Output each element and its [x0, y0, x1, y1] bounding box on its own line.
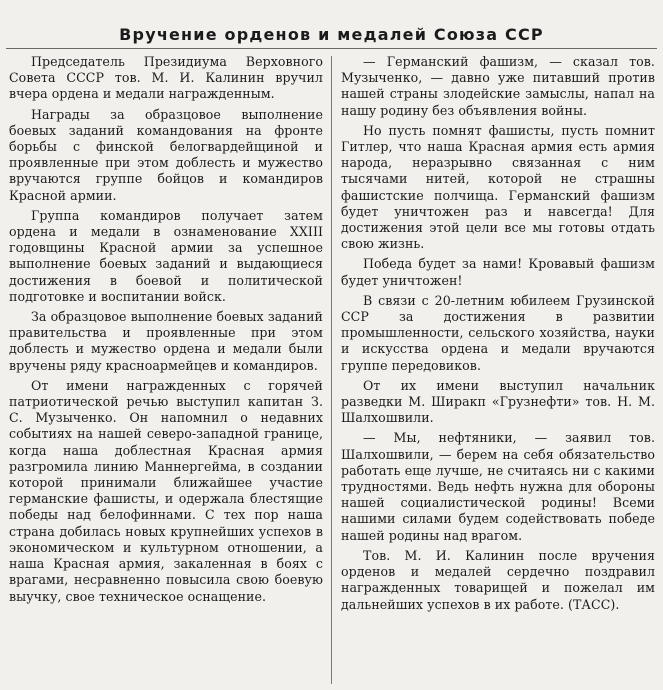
column-divider [331, 56, 332, 684]
paragraph: — Мы, нефтяники, — заявил тов. Шалхошвили, — берем на себя обязательство работать еще лучше, не считаясь ни с какими трудностями. Ведь нефть нужна для обороны нашей социалистической родины! Всеми нашими силами будем содействовать победе нашей родины над врагом. [341, 430, 655, 543]
left-column [9, 54, 323, 609]
paragraph: Победа будет за нами! Кровавый фашизм будет уничтожен! [341, 256, 655, 288]
paragraph: — Германский фашизм, — сказал тов. Музыченко, — давно уже питавший против нашей страны злодейские замыслы, напал на нашу родину без объявления войны. [341, 54, 655, 118]
paragraph: Тов. М. И. Калинин после вручения орденов и медалей сердечно поздравил награжденных товарищей и пожелал им дальнейших успехов в их работе. (ТАСС). [341, 547, 655, 612]
paragraph: В связи с 20-летним юбилеем Грузинской ССР за достижения в развитии промышленности, сельского хозяйства, науки и искусства ордена и медали вручаются группе передовиков. [341, 292, 655, 373]
paragraph: Председатель Президиума Верховного Совета СССР тов. М. И. Калинин вручил вчера ордена и медали награжденным. [9, 54, 323, 102]
paragraph: От имени награжденных с горячей патриотической речью выступил капитан З. С. Музыченко. Он напомнил о недавних событиях на нашей северо-западной границе, когда наша доблестная Красная армия разгромила линию Маннергейма, в создании которой принимали ближайшее участие германские фашисты, и одержала блестящие победы над белофиннами. С тех пор наша страна добилась новых крупнейших успехов в экономическом и культурном отношении, а наша Красная армия, закаленная в боях с врагами, несравненно повысила свою боевую выучку, свое техническое оснащение. [9, 377, 323, 604]
paragraph: От их имени выступил начальник разведки М. Ширакп «Грузнефти» тов. Н. М. Шалхошвили. [341, 377, 655, 426]
headline: Вручение орденов и медалей Союза ССР [119, 24, 544, 44]
right-column [341, 54, 655, 617]
paragraph: За образцовое выполнение боевых заданий правительства и проявленные при этом доблесть и мужество ордена и медали были вручены ряду красноармейцев и командиров. [9, 309, 323, 373]
paragraph: Группа командиров получает затем ордена и медали в ознаменование XXIII годовщины Красной армии за успешное выполнение боевых заданий и выдающиеся достижения в боевой и политической подготовке и воспитании войск. [9, 207, 323, 304]
headline-rule [6, 48, 657, 49]
paragraph: Награды за образцовое выполнение боевых заданий командования на фронте борьбы с финской белогвардейщиной и проявленные при этом доблесть и мужество вручаются группе бойцов и командиров Красной армии. [9, 106, 323, 203]
paragraph: Но пусть помнят фашисты, пусть помнит Гитлер, что наша Красная армия есть армия народа, неразрывно связанная с ним тысячами нитей, которой не страшны фашистские полчища. Германский фашизм будет уничтожен раз и навсегда! Для достижения этой цели все мы готовы отдать свою жизнь. [341, 122, 655, 252]
